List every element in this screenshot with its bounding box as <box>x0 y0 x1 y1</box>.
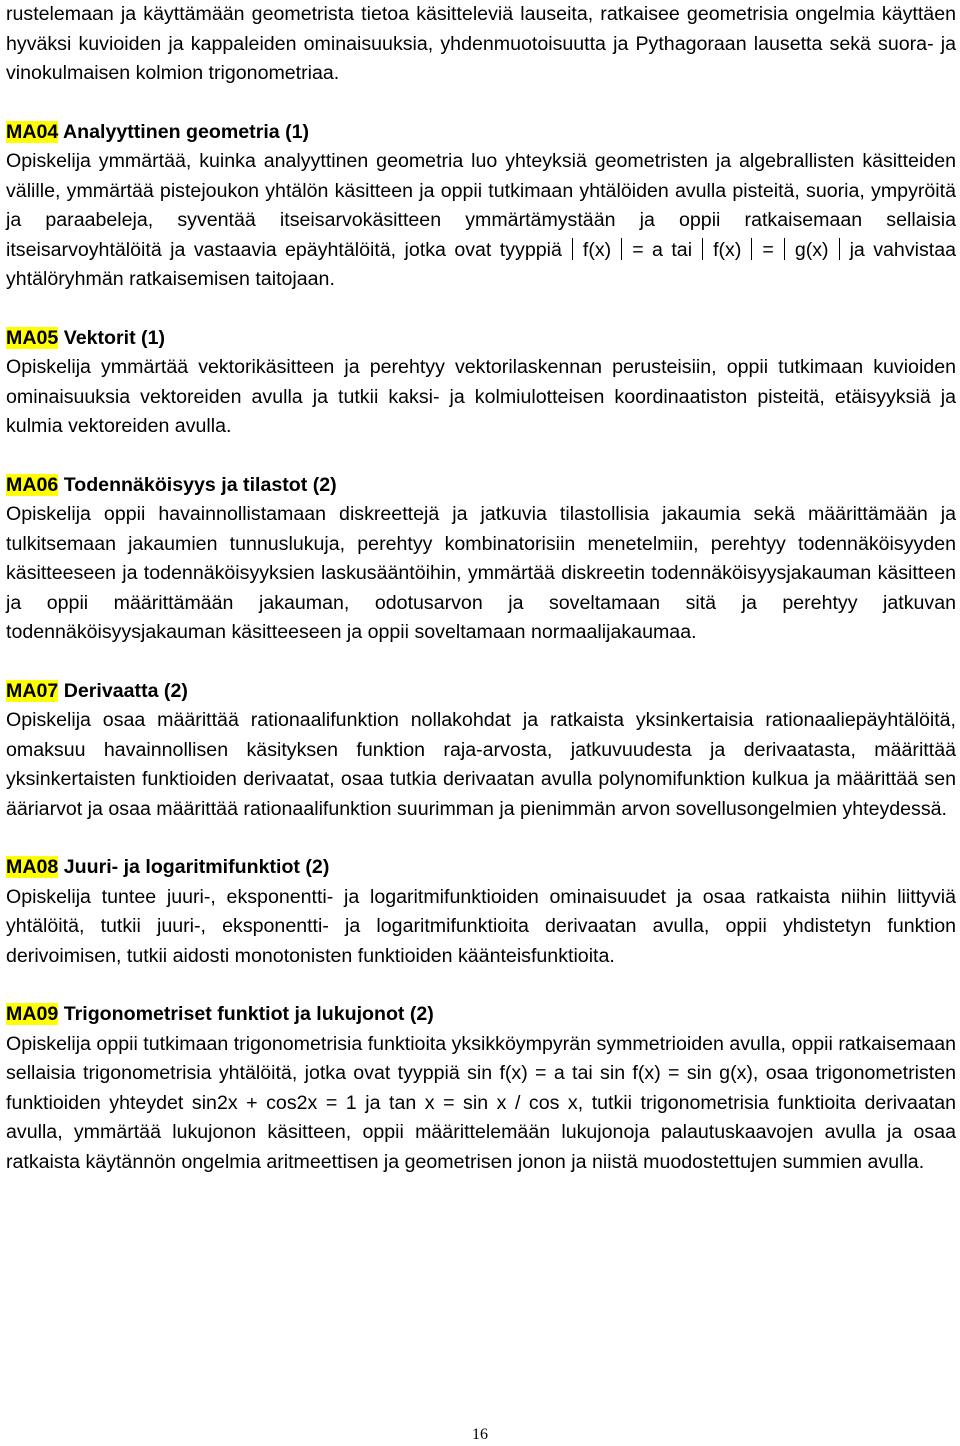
course-description <box>6 147 956 295</box>
course-heading <box>6 1000 956 1030</box>
course-ma08 <box>6 853 956 971</box>
abs-bar-left <box>784 238 785 260</box>
course-title: Todennäköisyys ja tilastot (2) <box>63 473 337 496</box>
course-heading <box>6 471 956 501</box>
abs-bar-right <box>839 238 840 260</box>
course-code: MA09 <box>6 1003 59 1025</box>
course-ma04 <box>6 118 956 295</box>
course-ma05 <box>6 324 956 442</box>
course-ma07 <box>6 677 956 825</box>
course-description: Opiskelija oppii tutkimaan trigonometrisia funktioita yksikköympyrän symmetrioiden avulla, oppii ratkaisemaan sellaisia trigonometrisia yhtälöitä, jotka ovat tyyppiä sin f(x) = a tai sin f(x) = sin g(x), osaa trigonometristen funktioiden yhteydet sin2x + cos2x = 1 ja tan x = sin x / cos x, tutkii trigonometrisia funktioita derivaatan avulla, ymmärtää lukujonon käsitteen, oppii määrittelemään lukujonoja palautuskaavojen avulla ja osaa ratkaista käytännön ongelmia aritmeettisen ja geometrisen jonon ja niistä muodostettujen summien avulla. <box>6 1032 956 1173</box>
course-heading <box>6 324 956 354</box>
formula-gx: g(x) <box>794 238 829 261</box>
description-text: ja vahvistaa yhtälöryhmän ratkaisemisen taitojaan. <box>6 238 957 290</box>
course-code: MA07 <box>6 679 59 702</box>
formula-fx: f(x) <box>713 238 742 261</box>
course-code: MA08 <box>6 856 59 878</box>
course-heading <box>6 118 956 148</box>
description-text: Opiskelija ymmärtää, kuinka analyyttinen geometria luo yhteyksiä geometristen ja algebrallisten käsitteiden välille, ymmärtää pistejoukon yhtälön käsitteen ja oppii tutkimaan yhtälöiden avulla pisteitä, suoria, ympyröitä ja paraabeleja, syventää itseisarvokäsitteen ymmärtämystään ja oppii ratkaisemaan sellaisia itseisarvoyhtälöitä ja vastaavia epäyhtälöitä, jotka ovat tyyppiä <box>6 150 956 261</box>
course-description: Opiskelija oppii havainnollistamaan diskreettejä ja jatkuvia tilastollisia jakaumia sekä määrittämään ja tulkitsemaan jakaumien tunnuslukuja, perehtyy kombinatorisiin menetelmiin, perehtyy todennäköisyyden käsitteeseen ja todennäköisyyksien laskusääntöihin, ymmärtää diskreetin todennäköisyysjakauman käsitteen ja oppii määrittämään jakauman, odotusarvon ja soveltamaan sitä ja perehtyy jatkuvan todennäköisyysjakauman käsitteeseen ja oppii soveltamaan normaalijakaumaa. <box>6 503 956 643</box>
course-title: Juuri- ja logaritmifunktiot (2) <box>63 856 330 878</box>
course-heading <box>6 677 956 707</box>
course-description: Opiskelija osaa määrittää rationaalifunktion nollakohdat ja ratkaista yksinkertaisia rationaaliepäyhtälöitä, omaksuu havainnollisen käsityksen funktion raja-arvosta, jatkuvuudesta ja derivaatasta, määrittää yksinkertaisten funktioiden derivaatat, osaa tutkia derivaatan avulla polynomifunktion kulkua ja määrittää sen ääriarvot ja osaa määrittää rationaalifunktion suurimman ja pienimmän arvon sovellusongelmien yhteydessä. <box>6 709 956 820</box>
formula-fx: f(x) <box>582 238 612 261</box>
abs-bar-right <box>621 238 622 260</box>
course-code: MA06 <box>6 473 59 496</box>
abs-bar-left <box>572 238 573 260</box>
course-ma06 <box>6 471 956 648</box>
course-heading <box>6 853 956 883</box>
course-title: Analyyttinen geometria (1) <box>63 120 310 143</box>
formula-equals: = <box>762 238 774 261</box>
document-page <box>6 0 956 1177</box>
course-code: MA05 <box>6 326 59 349</box>
course-title: Trigonometriset funktiot ja lukujonot (2) <box>63 1003 434 1025</box>
intro-paragraph: rustelemaan ja käyttämään geometrista tietoa käsitteleviä lauseita, ratkaisee geometrisia ongelmia käyttäen hyväksi kuvioiden ja kappaleiden ominaisuuksia, yhdenmuotoisuutta ja Pythagoraan lausetta sekä suora- ja vinokulmaisen kolmion trigonometriaa. <box>6 3 956 84</box>
course-description: Opiskelija tuntee juuri-, eksponentti- ja logaritmifunktioiden ominaisuudet ja osaa ratkaista niihin liittyviä yhtälöitä, tutkii juuri-, eksponentti- ja logaritmifunktioita derivaatan avulla, oppii yhdistetyn funktion derivoimisen, tutkii aidosti monotonisten funktioiden käänteisfunktioita. <box>6 885 956 967</box>
course-code: MA04 <box>6 120 59 143</box>
abs-bar-right <box>751 238 752 260</box>
page-number: 16 <box>472 1426 488 1443</box>
abs-bar-left <box>702 238 703 260</box>
formula-equals-a: = a tai <box>632 238 693 261</box>
course-title: Vektorit (1) <box>63 326 165 349</box>
course-description: Opiskelija ymmärtää vektorikäsitteen ja perehtyy vektorilaskennan perusteisiin, oppii tutkimaan kuvioiden ominaisuuksia vektoreiden avulla ja tutkii kaksi- ja kolmiulotteisen koordinaatiston pisteitä, etäisyyksiä ja kulmia vektoreiden avulla. <box>6 356 956 437</box>
course-ma09 <box>6 1000 956 1177</box>
course-title: Derivaatta (2) <box>63 679 188 702</box>
